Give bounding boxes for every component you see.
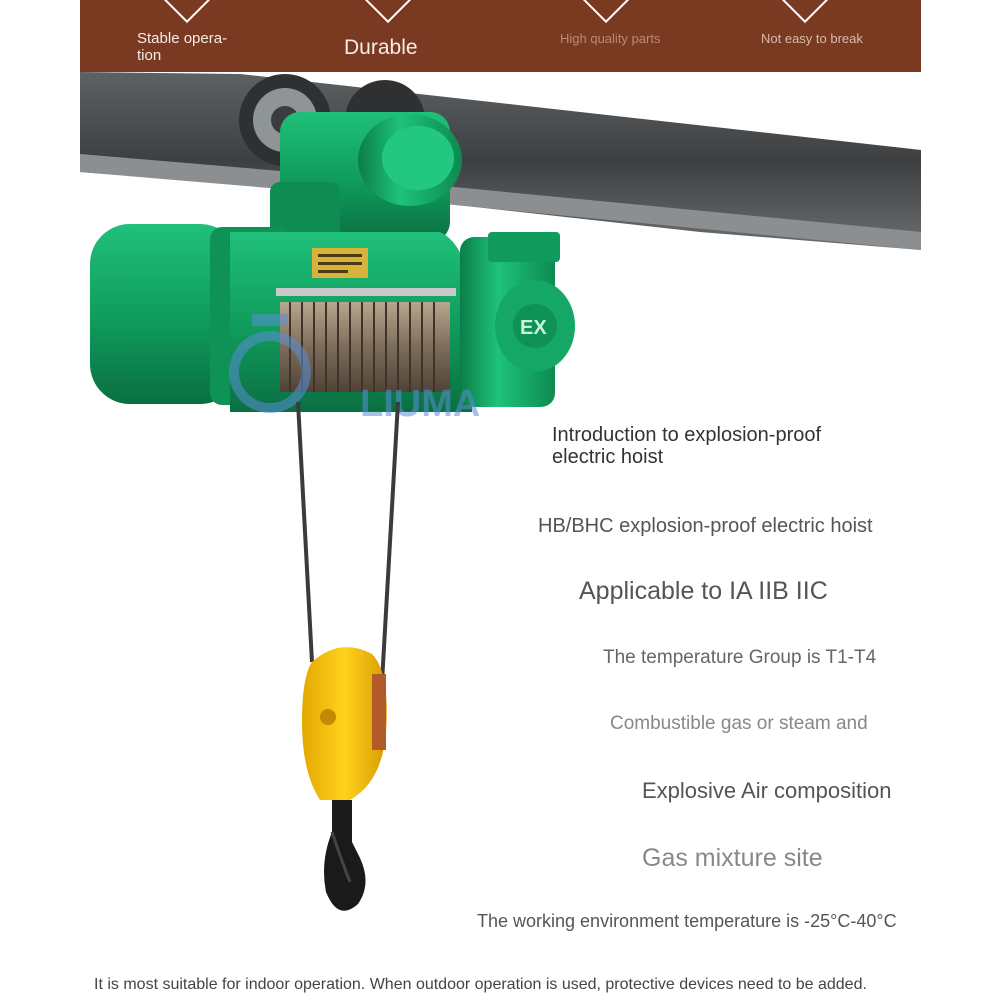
explosive-line: Explosive Air composition xyxy=(642,778,892,803)
temperature-group-line: The temperature Group is T1-T4 xyxy=(603,647,877,668)
feature-label: Durable xyxy=(344,36,418,59)
feature-banner xyxy=(80,0,921,72)
watermark-text: LIUMA xyxy=(360,383,481,425)
applicable-line: Applicable to IA IIB IIC xyxy=(579,577,828,605)
diamond-icon xyxy=(774,0,836,23)
combustible-line: Combustible gas or steam and xyxy=(610,713,868,734)
model-line: HB/BHC explosion-proof electric hoist xyxy=(538,515,873,537)
feature-label: Stable opera-tion xyxy=(137,30,228,64)
intro-heading: Introduction to explosion-proof electric hoist xyxy=(552,424,822,468)
diamond-icon xyxy=(575,0,637,23)
diamond-icon xyxy=(156,0,218,23)
diamond-icon xyxy=(357,0,419,23)
outdoor-note: It is most suitable for indoor operation. When outdoor operation is used, protective devices need to be added. xyxy=(94,976,867,993)
feature-label: Not easy to break xyxy=(761,31,863,46)
environment-line: The working environment temperature is -25°C-40°C xyxy=(477,911,897,931)
ex-plate-text: EX xyxy=(520,317,547,339)
gas-site-line: Gas mixture site xyxy=(642,844,823,872)
feature-label: High quality parts xyxy=(560,31,661,46)
